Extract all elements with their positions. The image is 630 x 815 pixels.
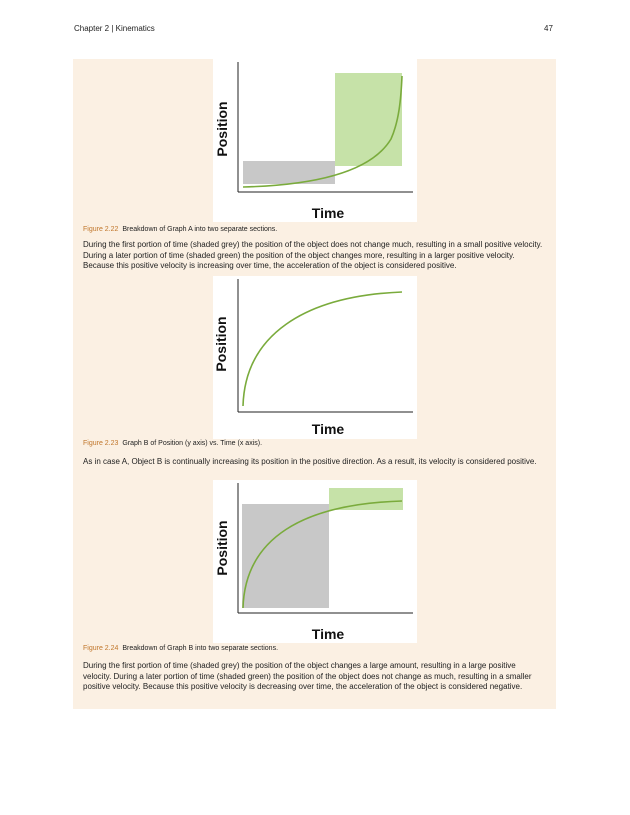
figure-2-23-caption	[83, 440, 262, 447]
grey-shaded-region	[243, 161, 335, 184]
figure-2-22-graph	[213, 59, 417, 222]
figure-2-24-caption	[83, 645, 278, 652]
paragraph-3: During the first portion of time (shaded grey) the position of the object changes a large amount, resulting in a large positive velocity. During a later portion of time (shaded green) the position of the object does not change as much, resulting in a smaller positive velocity. Because this positive velocity is decreasing over time, the acceleration of the object is considered negative.	[83, 661, 532, 691]
figure-caption-text: Breakdown of Graph A into two separate sections.	[122, 226, 278, 233]
green-shaded-region	[329, 488, 403, 510]
y-axis-label: Position	[213, 316, 229, 372]
y-axis-label: Position	[214, 101, 230, 157]
green-shaded-region	[335, 73, 402, 166]
figure-number: Figure 2.22	[83, 226, 119, 233]
figure-number: Figure 2.24	[83, 645, 119, 652]
page-number: 47	[544, 24, 553, 33]
position-curve	[243, 292, 402, 406]
x-axis-label: Time	[311, 205, 345, 221]
x-axis-label: Time	[311, 626, 345, 642]
figure-2-23-graph	[213, 276, 417, 439]
figure-2-24-graph	[213, 480, 417, 643]
figure-caption-text: Graph B of Position (y axis) vs. Time (x axis).	[122, 440, 263, 447]
figure-caption-text: Breakdown of Graph B into two separate sections.	[122, 645, 279, 652]
paragraph-2: As in case A, Object B is continually increasing its position in the positive direction. As a result, its velocity is considered positive.	[83, 457, 537, 466]
paragraph-1: During the first portion of time (shaded grey) the position of the object does not change much, resulting in a small positive velocity. During a later portion of time (shaded green) the position of the object changes more, resulting in a larger positive velocity. Because this positive velocity is increasing over time, the acceleration of the object is considered positive.	[83, 240, 543, 270]
figure-number: Figure 2.23	[83, 440, 119, 447]
y-axis-label: Position	[214, 520, 230, 576]
figure-2-22-caption	[83, 226, 277, 233]
grey-shaded-region	[242, 504, 329, 608]
x-axis-label: Time	[311, 421, 345, 437]
running-header-chapter: Chapter 2 | Kinematics	[74, 24, 155, 33]
